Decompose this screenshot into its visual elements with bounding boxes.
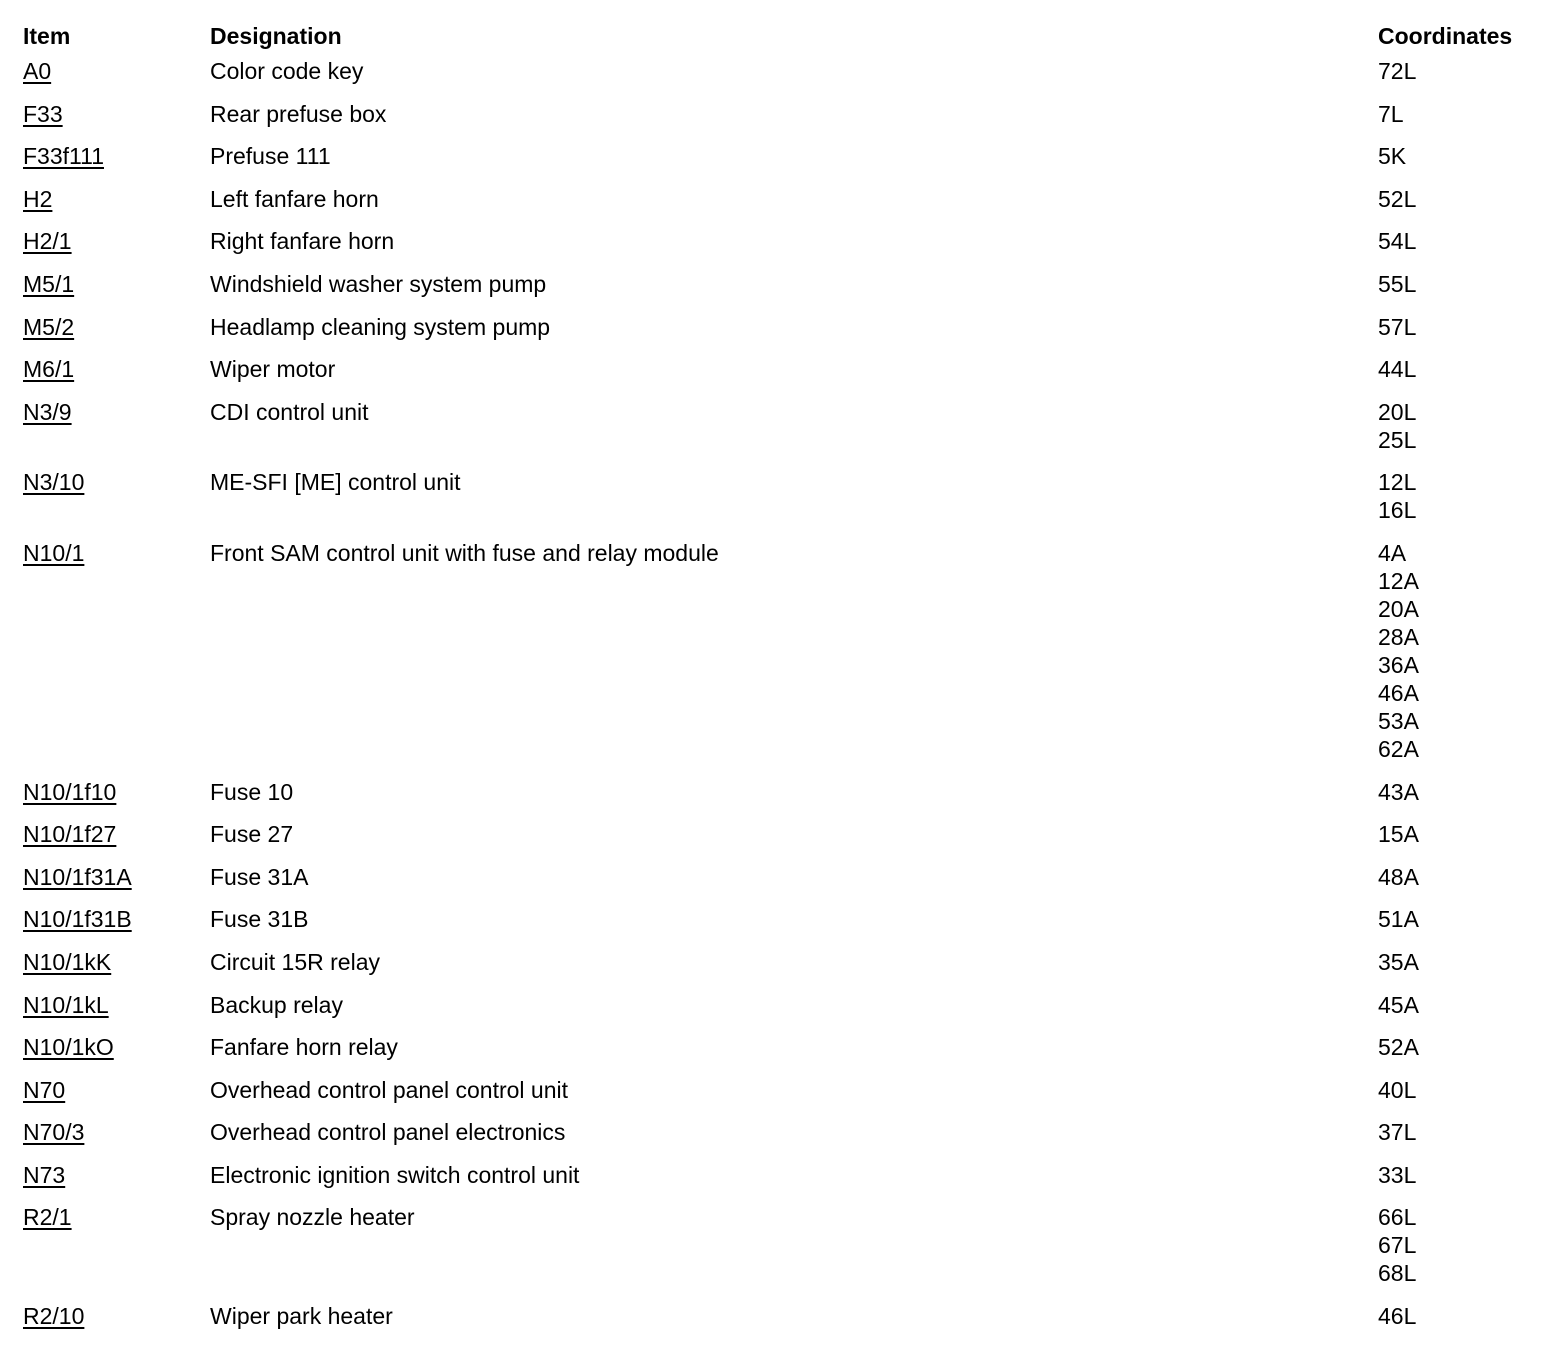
coordinates-cell	[1378, 142, 1406, 170]
designation-text: Electronic ignition switch control unit	[210, 1161, 580, 1188]
table-row	[23, 270, 1543, 313]
coordinate-value: 51A	[1378, 906, 1419, 933]
coordinate-value: 5K	[1378, 143, 1407, 170]
table-row	[23, 905, 1543, 948]
designation-text: Prefuse 111	[210, 143, 331, 170]
coordinate-value: 36A	[1378, 651, 1419, 678]
coordinates-cell	[1378, 1302, 1416, 1330]
coordinates-cell	[1378, 778, 1419, 806]
designation-text: Fuse 27	[210, 821, 294, 848]
coordinate-value: 35A	[1378, 948, 1419, 975]
table-row	[23, 100, 1543, 143]
coordinates-cell	[1378, 355, 1416, 383]
coordinates-cell	[1378, 1203, 1416, 1287]
coordinates-cell	[1378, 1076, 1416, 1104]
item-link[interactable]: F33	[23, 100, 63, 127]
coordinates-cell	[1378, 313, 1416, 341]
table-row	[23, 185, 1543, 228]
coordinate-value: 67L	[1378, 1232, 1417, 1259]
table-row	[23, 820, 1543, 863]
coordinates-cell	[1378, 100, 1404, 128]
coordinates-cell	[1378, 539, 1419, 763]
coordinates-cell	[1378, 227, 1416, 255]
table-row	[23, 1302, 1543, 1345]
header-designation: Designation	[210, 23, 342, 49]
coordinate-value: 46A	[1378, 679, 1419, 706]
coordinates-cell	[1378, 270, 1416, 298]
item-link[interactable]: H2/1	[23, 228, 72, 255]
item-link[interactable]: N10/1f10	[23, 778, 117, 805]
item-link[interactable]: N10/1	[23, 539, 85, 566]
coordinate-value: 68L	[1378, 1260, 1417, 1287]
coordinates-cell	[1378, 185, 1416, 213]
designation-text: ME-SFI [ME] control unit	[210, 469, 461, 496]
table-row	[23, 1161, 1543, 1204]
designation-text: Front SAM control unit with fuse and relay module	[210, 539, 719, 566]
table-row	[23, 398, 1543, 469]
coordinates-cell	[1378, 1161, 1416, 1189]
table-row	[23, 57, 1543, 100]
coordinates-cell	[1378, 398, 1416, 454]
coordinate-value: 16L	[1378, 497, 1417, 524]
item-link[interactable]: N10/1kO	[23, 1034, 114, 1061]
designation-text: Fuse 31A	[210, 863, 309, 890]
designation-text: Left fanfare horn	[210, 185, 379, 212]
item-link[interactable]: N70/3	[23, 1119, 85, 1146]
coordinate-value: 45A	[1378, 991, 1419, 1018]
coordinate-value: 72L	[1378, 58, 1417, 84]
coordinate-value: 33L	[1378, 1161, 1417, 1188]
table-row	[23, 1203, 1543, 1302]
item-link[interactable]: N10/1f27	[23, 821, 117, 848]
coordinates-cell	[1378, 863, 1419, 891]
table-row	[23, 991, 1543, 1034]
designation-text: Overhead control panel electronics	[210, 1119, 566, 1146]
item-link[interactable]: R2/1	[23, 1204, 72, 1231]
item-link[interactable]: N10/1f31B	[23, 906, 132, 933]
designation-text: Fuse 31B	[210, 906, 309, 933]
designation-text: Overhead control panel control unit	[210, 1076, 568, 1103]
coordinate-value: 53A	[1378, 707, 1419, 734]
coordinates-cell	[1378, 948, 1419, 976]
designation-text: Rear prefuse box	[210, 100, 387, 127]
designation-text: Fanfare horn relay	[210, 1034, 398, 1061]
table-row	[23, 313, 1543, 356]
coordinate-value: 28A	[1378, 623, 1419, 650]
coordinate-value: 55L	[1378, 270, 1417, 297]
coordinate-value: 40L	[1378, 1076, 1417, 1103]
coordinates-cell	[1378, 991, 1419, 1019]
table-row	[23, 539, 1543, 778]
table-row	[23, 1033, 1543, 1076]
coordinates-cell	[1378, 57, 1416, 85]
coordinate-value: 57L	[1378, 313, 1417, 340]
table-row	[23, 227, 1543, 270]
coordinate-value: 44L	[1378, 356, 1417, 383]
header-item: Item	[23, 23, 71, 49]
coordinate-value: 43A	[1378, 778, 1419, 805]
coordinate-value: 66L	[1378, 1204, 1417, 1231]
coordinate-value: 46L	[1378, 1303, 1417, 1330]
coordinate-value: 52A	[1378, 1034, 1419, 1061]
header-coordinates: Coordinates	[1378, 23, 1513, 49]
item-link[interactable]: N10/1kK	[23, 948, 112, 975]
table-row	[23, 142, 1543, 185]
designation-text: CDI control unit	[210, 398, 369, 425]
table-body	[23, 57, 1543, 1345]
coordinate-value: 20A	[1378, 595, 1419, 622]
item-link[interactable]: H2	[23, 185, 53, 212]
designation-text: Windshield washer system pump	[210, 270, 547, 297]
table-row	[23, 355, 1543, 398]
table-row	[23, 468, 1543, 539]
table-row	[23, 948, 1543, 991]
item-link[interactable]: N3/9	[23, 398, 72, 425]
table-header-row	[23, 20, 1543, 57]
item-link[interactable]: F33f111	[23, 143, 104, 170]
designation-text: Spray nozzle heater	[210, 1204, 415, 1231]
designation-text: Circuit 15R relay	[210, 948, 380, 975]
coordinate-value: 37L	[1378, 1119, 1417, 1146]
coordinate-value: 52L	[1378, 185, 1417, 212]
item-link[interactable]: N10/1f31A	[23, 863, 132, 890]
coordinates-cell	[1378, 468, 1416, 524]
table-row	[23, 1076, 1543, 1119]
item-link[interactable]: N70	[23, 1076, 66, 1103]
item-link[interactable]: M5/1	[23, 270, 75, 297]
coordinate-value: 25L	[1378, 426, 1417, 453]
designation-text: Right fanfare horn	[210, 228, 395, 255]
coordinate-value: 48A	[1378, 863, 1419, 890]
designation-text: Color code key	[210, 58, 364, 84]
coordinate-value: 4A	[1378, 539, 1407, 566]
designation-text: Headlamp cleaning system pump	[210, 313, 551, 340]
designation-text: Fuse 10	[210, 778, 294, 805]
item-link[interactable]: M5/2	[23, 313, 75, 340]
item-link[interactable]: M6/1	[23, 356, 75, 383]
item-link[interactable]: N10/1kL	[23, 991, 109, 1018]
designation-text: Wiper park heater	[210, 1303, 393, 1330]
designation-text: Backup relay	[210, 991, 343, 1018]
table-row	[23, 863, 1543, 906]
coordinate-value: 62A	[1378, 735, 1419, 762]
coordinate-value: 12A	[1378, 567, 1419, 594]
coordinate-value: 54L	[1378, 228, 1417, 255]
designation-text: Wiper motor	[210, 356, 336, 383]
table-row	[23, 778, 1543, 821]
coordinates-cell	[1378, 820, 1419, 848]
item-link[interactable]: N3/10	[23, 469, 85, 496]
coordinate-value: 7L	[1378, 100, 1404, 127]
table-row	[23, 1118, 1543, 1161]
coordinates-cell	[1378, 1033, 1419, 1061]
coordinate-value: 12L	[1378, 469, 1417, 496]
coordinate-value: 15A	[1378, 821, 1419, 848]
coordinates-cell	[1378, 905, 1419, 933]
item-link[interactable]: R2/10	[23, 1303, 85, 1330]
item-link[interactable]: N73	[23, 1161, 66, 1188]
item-link[interactable]: A0	[23, 58, 52, 84]
component-legend-table	[23, 20, 1543, 1345]
coordinate-value: 20L	[1378, 398, 1417, 425]
coordinates-cell	[1378, 1118, 1416, 1146]
